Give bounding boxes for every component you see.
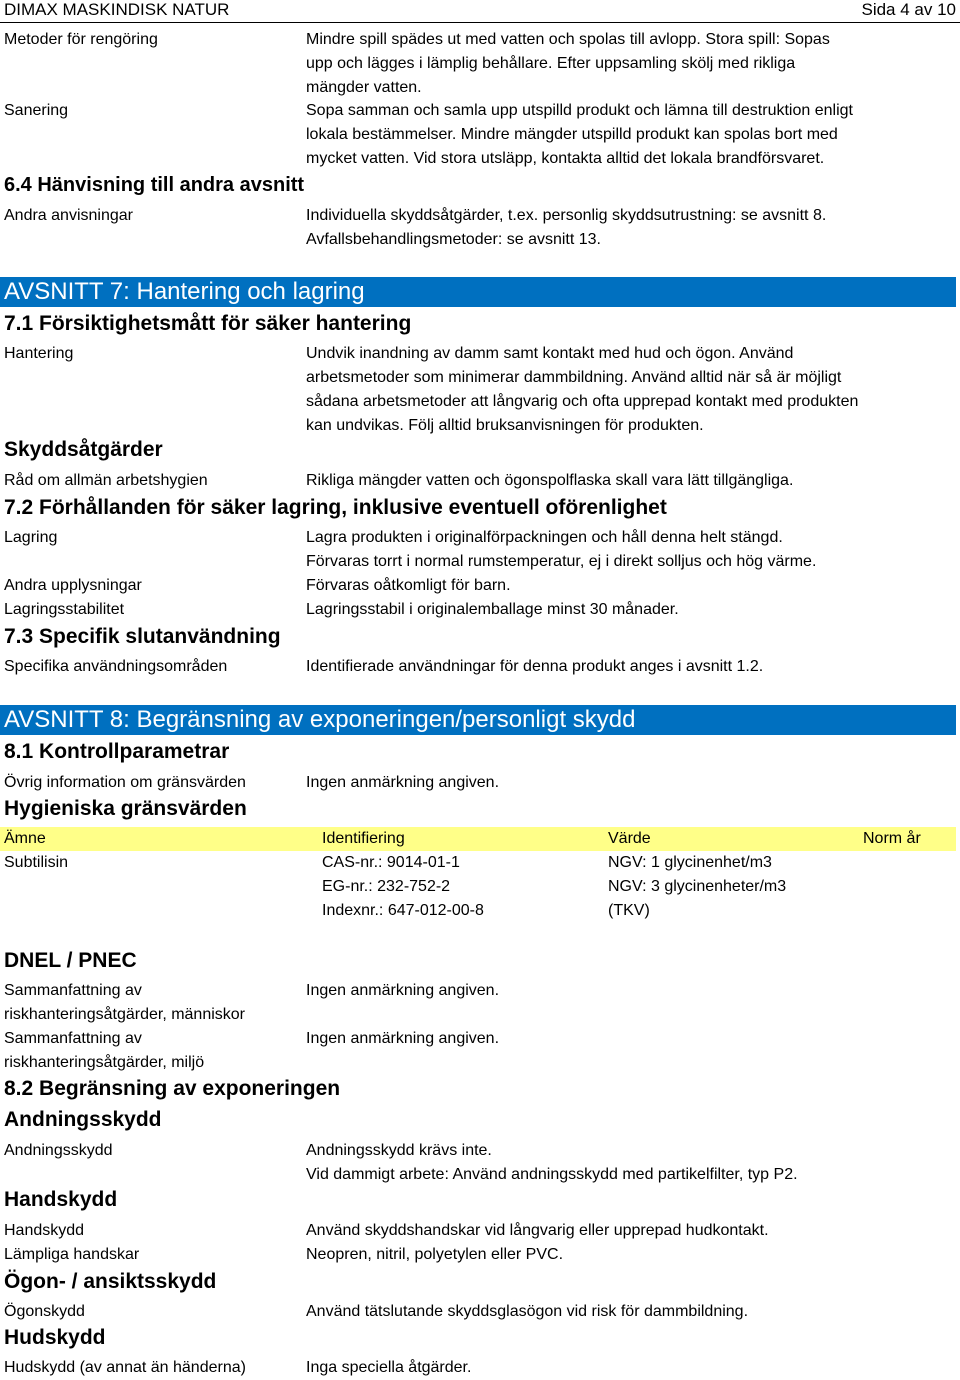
hand-protection-heading: Handskydd bbox=[4, 1188, 118, 1211]
id-cell: Indexnr.: 647-012-00-8 bbox=[322, 902, 484, 919]
sanitation-label: Sanering bbox=[4, 102, 69, 119]
storage-label: Lagring bbox=[4, 529, 58, 546]
respiratory-heading: Andningsskydd bbox=[4, 1108, 162, 1131]
storage-text bbox=[306, 526, 956, 574]
handling-line: sådana arbetsmetoder att långvarig och ofta upprepad kontakt med produkten bbox=[306, 393, 859, 410]
handling-line: arbetsmetoder som minimerar dammbildning. Använd alltid när så är möjligt bbox=[306, 369, 842, 386]
limits-table-header bbox=[0, 827, 956, 851]
cleaning-line: Mindre spill spädes ut med vatten och spolas till avlopp. Stora spill: Sopas bbox=[306, 31, 830, 48]
dnel-human-label: Sammanfattning av riskhanteringsåtgärder, människor bbox=[4, 982, 246, 1023]
eye-protection-text: Använd tätslutande skyddsglasögon vid risk för dammbildning. bbox=[306, 1303, 749, 1320]
value-cell: NGV: 3 glycinenheter/m3 bbox=[608, 878, 787, 895]
col-identification: Identifiering bbox=[322, 830, 405, 847]
other-info-text: Förvaras oåtkomligt för barn. bbox=[306, 577, 511, 594]
section-8-1-heading: 8.1 Kontrollparametrar bbox=[4, 740, 230, 763]
respiratory-label: Andningsskydd bbox=[4, 1142, 113, 1159]
dnel-human-text: Ingen anmärkning angiven. bbox=[306, 982, 500, 999]
section-8-banner bbox=[0, 705, 956, 735]
specific-use-text: Identifierade användningar för denna produkt anges i avsnitt 1.2. bbox=[306, 658, 764, 675]
page-header bbox=[0, 0, 960, 23]
specific-use-label: Specifika användningsområden bbox=[4, 658, 228, 675]
gloves-text: Neopren, nitril, polyetylen eller PVC. bbox=[306, 1246, 564, 1263]
section-8-2-heading: 8.2 Begränsning av exponeringen bbox=[4, 1077, 341, 1100]
handling-text bbox=[306, 342, 956, 438]
hand-protection-text: Använd skyddshandskar vid långvarig eller upprepad hudkontakt. bbox=[306, 1222, 769, 1239]
cleaning-label: Metoder för rengöring bbox=[4, 31, 158, 48]
value-cell: NGV: 1 glycinenhet/m3 bbox=[608, 854, 772, 871]
limits-label: Övrig information om gränsvärden bbox=[4, 774, 246, 791]
hand-protection-label: Handskydd bbox=[4, 1222, 85, 1239]
reference-line: Individuella skyddsåtgärder, t.ex. personlig skyddsutrustning: se avsnitt 8. bbox=[306, 207, 827, 224]
hygiene-label: Råd om allmän arbetshygien bbox=[4, 472, 208, 489]
handling-line: kan undvikas. Följ alltid bruksanvisningen för produkten. bbox=[306, 417, 704, 434]
col-substance: Ämne bbox=[4, 830, 46, 847]
col-value: Värde bbox=[608, 830, 651, 847]
section-7-2-heading: 7.2 Förhållanden för säker lagring, inklusive eventuell oförenlighet bbox=[4, 496, 667, 519]
page-number: Sida 4 av 10 bbox=[861, 0, 956, 19]
sanitation-line: lokala bestämmelser. Mindre mängder utspilld produkt kan spolas bort med bbox=[306, 126, 838, 143]
id-cell: CAS-nr.: 9014-01-1 bbox=[322, 854, 460, 871]
handling-label: Hantering bbox=[4, 345, 74, 362]
protective-measures-heading: Skyddsåtgärder bbox=[4, 438, 163, 461]
respiratory-line: Vid dammigt arbete: Använd andningsskydd med partikelfilter, typ P2. bbox=[306, 1166, 798, 1183]
storage-stability-text: Lagringsstabil i originalemballage minst 30 månader. bbox=[306, 601, 679, 618]
respiratory-line: Andningsskydd krävs inte. bbox=[306, 1142, 492, 1159]
eye-protection-heading: Ögon- / ansiktsskydd bbox=[4, 1270, 217, 1293]
hygiene-text: Rikliga mängder vatten och ögonspolflaska skall vara lätt tillgängliga. bbox=[306, 472, 794, 489]
company-name: DIMAX MASKINDISK NATUR bbox=[4, 0, 230, 19]
limits-text: Ingen anmärkning angiven. bbox=[306, 774, 500, 791]
cleaning-text bbox=[306, 28, 956, 100]
other-references-text bbox=[306, 204, 956, 252]
section-8-title: AVSNITT 8: Begränsning av exponeringen/personligt skydd bbox=[4, 706, 636, 733]
respiratory-text bbox=[306, 1139, 956, 1187]
section-7-3-heading: 7.3 Specifik slutanvändning bbox=[4, 625, 281, 648]
col-norm-year: Norm år bbox=[863, 830, 921, 847]
other-references-label: Andra anvisningar bbox=[4, 207, 133, 224]
sanitation-text bbox=[306, 99, 956, 171]
eye-protection-label: Ögonskydd bbox=[4, 1303, 85, 1320]
dnel-environment-text: Ingen anmärkning angiven. bbox=[306, 1030, 500, 1047]
handling-line: Undvik inandning av damm samt kontakt med hud och ögon. Använd bbox=[306, 345, 794, 362]
sanitation-line: Sopa samman och samla upp utspilld produkt och lämna till destruktion enligt bbox=[306, 102, 853, 119]
sanitation-line: mycket vatten. Vid stora utsläpp, kontakta alltid det lokala brandförsvaret. bbox=[306, 150, 825, 167]
section-6-4-heading: 6.4 Hänvisning till andra avsnitt bbox=[4, 174, 305, 196]
cleaning-line: upp och lägges i lämplig behållare. Efter uppsamling skölj med rikliga bbox=[306, 55, 796, 72]
skin-protection-label: Hudskydd (av annat än händerna) bbox=[4, 1359, 246, 1376]
substance-cell: Subtilisin bbox=[4, 854, 69, 871]
dnel-environment-label: Sammanfattning av riskhanteringsåtgärder, miljö bbox=[4, 1030, 205, 1071]
storage-stability-label: Lagringsstabilitet bbox=[4, 601, 125, 618]
gloves-label: Lämpliga handskar bbox=[4, 1246, 140, 1263]
storage-line: Förvaras torrt i normal rumstemperatur, ej i direkt solljus och hög värme. bbox=[306, 553, 817, 570]
reference-line: Avfallsbehandlingsmetoder: se avsnitt 13. bbox=[306, 231, 601, 248]
other-info-label: Andra upplysningar bbox=[4, 577, 142, 594]
section-7-banner bbox=[0, 277, 956, 307]
skin-protection-text: Inga speciella åtgärder. bbox=[306, 1359, 472, 1376]
storage-line: Lagra produkten i originalförpackningen och håll denna helt stängd. bbox=[306, 529, 783, 546]
section-7-title: AVSNITT 7: Hantering och lagring bbox=[4, 278, 365, 305]
dnel-pnec-heading: DNEL / PNEC bbox=[4, 949, 137, 972]
value-cell: (TKV) bbox=[608, 902, 650, 919]
cleaning-line: mängder vatten. bbox=[306, 79, 422, 96]
skin-protection-heading: Hudskydd bbox=[4, 1326, 106, 1349]
hygiene-limits-heading: Hygieniska gränsvärden bbox=[4, 797, 247, 820]
id-cell: EG-nr.: 232-752-2 bbox=[322, 878, 451, 895]
section-7-1-heading: 7.1 Försiktighetsmått för säker hantering bbox=[4, 312, 412, 335]
